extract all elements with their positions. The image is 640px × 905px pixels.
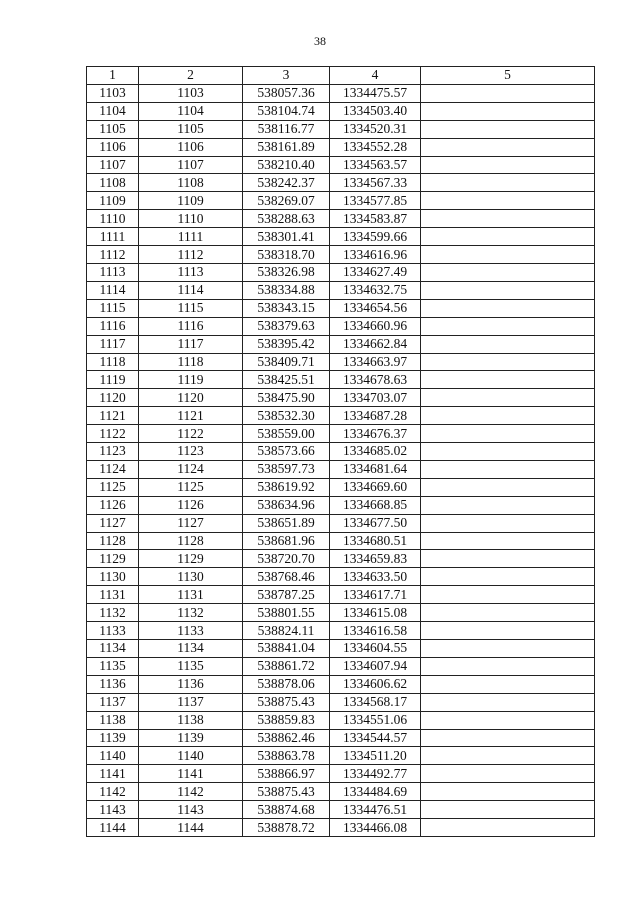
table-cell-col-4: 1334663.97 bbox=[330, 353, 421, 371]
table-cell-col-3: 538242.37 bbox=[243, 174, 330, 192]
table-cell-col-3: 538863.78 bbox=[243, 747, 330, 765]
table-cell-col-4: 1334552.28 bbox=[330, 138, 421, 156]
table-cell-col-5 bbox=[421, 640, 595, 658]
table-cell-col-1: 1122 bbox=[87, 425, 139, 443]
table-cell-col-5 bbox=[421, 102, 595, 120]
table-cell-col-3: 538409.71 bbox=[243, 353, 330, 371]
header-cell-1: 1 bbox=[87, 67, 139, 85]
table-cell-col-1: 1127 bbox=[87, 514, 139, 532]
table-cell-col-2: 1120 bbox=[139, 389, 243, 407]
table-cell-col-3: 538161.89 bbox=[243, 138, 330, 156]
table-cell-col-3: 538116.77 bbox=[243, 120, 330, 138]
table-row bbox=[87, 693, 595, 711]
table-cell-col-5 bbox=[421, 371, 595, 389]
table-cell-col-2: 1144 bbox=[139, 819, 243, 837]
table-row bbox=[87, 729, 595, 747]
table-cell-col-2: 1115 bbox=[139, 299, 243, 317]
table-cell-col-1: 1109 bbox=[87, 192, 139, 210]
table-cell-col-4: 1334616.58 bbox=[330, 622, 421, 640]
table-header bbox=[87, 67, 595, 85]
table-cell-col-1: 1131 bbox=[87, 586, 139, 604]
table-cell-col-2: 1131 bbox=[139, 586, 243, 604]
table-cell-col-5 bbox=[421, 407, 595, 425]
table-cell-col-2: 1121 bbox=[139, 407, 243, 425]
table-cell-col-3: 538875.43 bbox=[243, 783, 330, 801]
table-cell-col-5 bbox=[421, 281, 595, 299]
table-cell-col-2: 1138 bbox=[139, 711, 243, 729]
table-row bbox=[87, 156, 595, 174]
table-cell-col-4: 1334676.37 bbox=[330, 425, 421, 443]
table-cell-col-2: 1106 bbox=[139, 138, 243, 156]
table-row bbox=[87, 622, 595, 640]
table-cell-col-3: 538619.92 bbox=[243, 478, 330, 496]
table-cell-col-5 bbox=[421, 228, 595, 246]
table-cell-col-2: 1110 bbox=[139, 210, 243, 228]
table-cell-col-5 bbox=[421, 192, 595, 210]
table-cell-col-3: 538343.15 bbox=[243, 299, 330, 317]
table-row bbox=[87, 657, 595, 675]
table-cell-col-1: 1124 bbox=[87, 460, 139, 478]
table-row bbox=[87, 640, 595, 658]
table-cell-col-3: 538269.07 bbox=[243, 192, 330, 210]
table-row bbox=[87, 801, 595, 819]
table-cell-col-5 bbox=[421, 210, 595, 228]
table-cell-col-3: 538395.42 bbox=[243, 335, 330, 353]
table-cell-col-3: 538532.30 bbox=[243, 407, 330, 425]
table-row bbox=[87, 299, 595, 317]
table-cell-col-2: 1124 bbox=[139, 460, 243, 478]
table-cell-col-1: 1121 bbox=[87, 407, 139, 425]
table-cell-col-5 bbox=[421, 747, 595, 765]
table-cell-col-2: 1123 bbox=[139, 443, 243, 461]
table-cell-col-1: 1126 bbox=[87, 496, 139, 514]
table-cell-col-5 bbox=[421, 819, 595, 837]
table-cell-col-3: 538334.88 bbox=[243, 281, 330, 299]
table-cell-col-2: 1117 bbox=[139, 335, 243, 353]
table-cell-col-4: 1334476.51 bbox=[330, 801, 421, 819]
table-cell-col-1: 1125 bbox=[87, 478, 139, 496]
table-cell-col-5 bbox=[421, 263, 595, 281]
table-cell-col-4: 1334677.50 bbox=[330, 514, 421, 532]
table-cell-col-2: 1105 bbox=[139, 120, 243, 138]
table-cell-col-2: 1116 bbox=[139, 317, 243, 335]
table-cell-col-3: 538597.73 bbox=[243, 460, 330, 478]
table-cell-col-4: 1334475.57 bbox=[330, 84, 421, 102]
table-cell-col-2: 1111 bbox=[139, 228, 243, 246]
table-row bbox=[87, 496, 595, 514]
table-cell-col-4: 1334484.69 bbox=[330, 783, 421, 801]
table-row bbox=[87, 263, 595, 281]
table-cell-col-5 bbox=[421, 138, 595, 156]
table-cell-col-3: 538824.11 bbox=[243, 622, 330, 640]
table-cell-col-5 bbox=[421, 729, 595, 747]
table-cell-col-5 bbox=[421, 693, 595, 711]
table-cell-col-3: 538326.98 bbox=[243, 263, 330, 281]
table-cell-col-2: 1125 bbox=[139, 478, 243, 496]
table-cell-col-4: 1334606.62 bbox=[330, 675, 421, 693]
table-cell-col-3: 538878.72 bbox=[243, 819, 330, 837]
table-cell-col-4: 1334617.71 bbox=[330, 586, 421, 604]
table-row bbox=[87, 228, 595, 246]
table-cell-col-2: 1132 bbox=[139, 604, 243, 622]
table-cell-col-5 bbox=[421, 443, 595, 461]
table-cell-col-2: 1108 bbox=[139, 174, 243, 192]
table-row bbox=[87, 389, 595, 407]
header-cell-2: 2 bbox=[139, 67, 243, 85]
table-cell-col-3: 538866.97 bbox=[243, 765, 330, 783]
table-cell-col-5 bbox=[421, 783, 595, 801]
table-cell-col-1: 1106 bbox=[87, 138, 139, 156]
table-cell-col-3: 538573.66 bbox=[243, 443, 330, 461]
table-cell-col-4: 1334633.50 bbox=[330, 568, 421, 586]
table-cell-col-4: 1334599.66 bbox=[330, 228, 421, 246]
table-cell-col-2: 1129 bbox=[139, 550, 243, 568]
header-cell-4: 4 bbox=[330, 67, 421, 85]
table-cell-col-1: 1134 bbox=[87, 640, 139, 658]
table-row bbox=[87, 353, 595, 371]
table-cell-col-2: 1143 bbox=[139, 801, 243, 819]
table-row bbox=[87, 138, 595, 156]
table-cell-col-5 bbox=[421, 425, 595, 443]
table-row bbox=[87, 568, 595, 586]
table-cell-col-4: 1334685.02 bbox=[330, 443, 421, 461]
header-row bbox=[87, 67, 595, 85]
table-cell-col-2: 1141 bbox=[139, 765, 243, 783]
table-cell-col-3: 538720.70 bbox=[243, 550, 330, 568]
table-cell-col-1: 1138 bbox=[87, 711, 139, 729]
table-cell-col-3: 538425.51 bbox=[243, 371, 330, 389]
table-cell-col-5 bbox=[421, 335, 595, 353]
table-cell-col-1: 1112 bbox=[87, 246, 139, 264]
table-cell-col-2: 1130 bbox=[139, 568, 243, 586]
header-cell-3: 3 bbox=[243, 67, 330, 85]
table-cell-col-4: 1334659.83 bbox=[330, 550, 421, 568]
table-cell-col-1: 1120 bbox=[87, 389, 139, 407]
table-cell-col-4: 1334520.31 bbox=[330, 120, 421, 138]
table-cell-col-4: 1334654.56 bbox=[330, 299, 421, 317]
table-cell-col-1: 1114 bbox=[87, 281, 139, 299]
table-cell-col-2: 1140 bbox=[139, 747, 243, 765]
table-cell-col-5 bbox=[421, 801, 595, 819]
table-cell-col-2: 1142 bbox=[139, 783, 243, 801]
table-cell-col-1: 1135 bbox=[87, 657, 139, 675]
table-row bbox=[87, 711, 595, 729]
table-cell-col-1: 1132 bbox=[87, 604, 139, 622]
table-cell-col-1: 1139 bbox=[87, 729, 139, 747]
table-cell-col-3: 538862.46 bbox=[243, 729, 330, 747]
table-row bbox=[87, 586, 595, 604]
table-cell-col-3: 538651.89 bbox=[243, 514, 330, 532]
table-cell-col-3: 538787.25 bbox=[243, 586, 330, 604]
table-cell-col-4: 1334583.87 bbox=[330, 210, 421, 228]
table-cell-col-2: 1118 bbox=[139, 353, 243, 371]
table-cell-col-1: 1129 bbox=[87, 550, 139, 568]
table-cell-col-1: 1108 bbox=[87, 174, 139, 192]
table-cell-col-5 bbox=[421, 532, 595, 550]
table-row bbox=[87, 604, 595, 622]
table-cell-col-5 bbox=[421, 622, 595, 640]
table-cell-col-3: 538318.70 bbox=[243, 246, 330, 264]
table-cell-col-1: 1105 bbox=[87, 120, 139, 138]
table-cell-col-3: 538475.90 bbox=[243, 389, 330, 407]
table-cell-col-2: 1135 bbox=[139, 657, 243, 675]
table-cell-col-4: 1334668.85 bbox=[330, 496, 421, 514]
table-row bbox=[87, 460, 595, 478]
table-cell-col-2: 1109 bbox=[139, 192, 243, 210]
table-cell-col-1: 1140 bbox=[87, 747, 139, 765]
table-cell-col-1: 1136 bbox=[87, 675, 139, 693]
table-cell-col-1: 1141 bbox=[87, 765, 139, 783]
table-cell-col-4: 1334503.40 bbox=[330, 102, 421, 120]
table-cell-col-5 bbox=[421, 246, 595, 264]
table-cell-col-3: 538057.36 bbox=[243, 84, 330, 102]
table-cell-col-1: 1133 bbox=[87, 622, 139, 640]
table-cell-col-5 bbox=[421, 84, 595, 102]
table-row bbox=[87, 102, 595, 120]
table-cell-col-4: 1334568.17 bbox=[330, 693, 421, 711]
table-cell-col-2: 1137 bbox=[139, 693, 243, 711]
table-cell-col-5 bbox=[421, 174, 595, 192]
table-row bbox=[87, 210, 595, 228]
table-row bbox=[87, 819, 595, 837]
table-cell-col-4: 1334616.96 bbox=[330, 246, 421, 264]
table-cell-col-5 bbox=[421, 496, 595, 514]
table-cell-col-5 bbox=[421, 765, 595, 783]
table-cell-col-4: 1334669.60 bbox=[330, 478, 421, 496]
table-row bbox=[87, 747, 595, 765]
table-cell-col-4: 1334660.96 bbox=[330, 317, 421, 335]
table-cell-col-2: 1128 bbox=[139, 532, 243, 550]
table-cell-col-5 bbox=[421, 568, 595, 586]
table-cell-col-5 bbox=[421, 514, 595, 532]
table-cell-col-1: 1103 bbox=[87, 84, 139, 102]
table-cell-col-1: 1143 bbox=[87, 801, 139, 819]
table-cell-col-1: 1137 bbox=[87, 693, 139, 711]
table-cell-col-5 bbox=[421, 299, 595, 317]
table-cell-col-3: 538288.63 bbox=[243, 210, 330, 228]
table-cell-col-1: 1115 bbox=[87, 299, 139, 317]
table-cell-col-1: 1130 bbox=[87, 568, 139, 586]
table-cell-col-4: 1334563.57 bbox=[330, 156, 421, 174]
table-cell-col-4: 1334681.64 bbox=[330, 460, 421, 478]
table-cell-col-3: 538379.63 bbox=[243, 317, 330, 335]
table-row bbox=[87, 478, 595, 496]
table-cell-col-2: 1104 bbox=[139, 102, 243, 120]
table-row bbox=[87, 84, 595, 102]
table-cell-col-4: 1334511.20 bbox=[330, 747, 421, 765]
table-row bbox=[87, 765, 595, 783]
table-cell-col-4: 1334662.84 bbox=[330, 335, 421, 353]
table-cell-col-3: 538874.68 bbox=[243, 801, 330, 819]
table-cell-col-3: 538634.96 bbox=[243, 496, 330, 514]
table-cell-col-4: 1334544.57 bbox=[330, 729, 421, 747]
table-row bbox=[87, 407, 595, 425]
table-cell-col-5 bbox=[421, 675, 595, 693]
table-row bbox=[87, 783, 595, 801]
table-row bbox=[87, 532, 595, 550]
table-cell-col-2: 1103 bbox=[139, 84, 243, 102]
table-row bbox=[87, 174, 595, 192]
table-cell-col-5 bbox=[421, 460, 595, 478]
table-row bbox=[87, 246, 595, 264]
table-cell-col-5 bbox=[421, 156, 595, 174]
table-cell-col-4: 1334680.51 bbox=[330, 532, 421, 550]
table-cell-col-2: 1136 bbox=[139, 675, 243, 693]
table-cell-col-4: 1334627.49 bbox=[330, 263, 421, 281]
table-cell-col-5 bbox=[421, 478, 595, 496]
table-cell-col-4: 1334607.94 bbox=[330, 657, 421, 675]
header-cell-5: 5 bbox=[421, 67, 595, 85]
table-cell-col-4: 1334632.75 bbox=[330, 281, 421, 299]
table-body bbox=[87, 84, 595, 836]
table-cell-col-4: 1334703.07 bbox=[330, 389, 421, 407]
table-cell-col-5 bbox=[421, 711, 595, 729]
table-cell-col-5 bbox=[421, 604, 595, 622]
table-cell-col-3: 538861.72 bbox=[243, 657, 330, 675]
table-cell-col-2: 1127 bbox=[139, 514, 243, 532]
table-cell-col-4: 1334551.06 bbox=[330, 711, 421, 729]
table-cell-col-1: 1123 bbox=[87, 443, 139, 461]
table-cell-col-3: 538875.43 bbox=[243, 693, 330, 711]
table-cell-col-3: 538801.55 bbox=[243, 604, 330, 622]
table-row bbox=[87, 443, 595, 461]
table-cell-col-5 bbox=[421, 586, 595, 604]
table-cell-col-4: 1334577.85 bbox=[330, 192, 421, 210]
table-cell-col-2: 1134 bbox=[139, 640, 243, 658]
table-cell-col-3: 538768.46 bbox=[243, 568, 330, 586]
table-cell-col-3: 538859.83 bbox=[243, 711, 330, 729]
table-cell-col-5 bbox=[421, 353, 595, 371]
table-cell-col-3: 538841.04 bbox=[243, 640, 330, 658]
table-row bbox=[87, 514, 595, 532]
table-row bbox=[87, 192, 595, 210]
table-cell-col-4: 1334466.08 bbox=[330, 819, 421, 837]
table-row bbox=[87, 317, 595, 335]
table-row bbox=[87, 371, 595, 389]
table-cell-col-1: 1111 bbox=[87, 228, 139, 246]
table-cell-col-1: 1118 bbox=[87, 353, 139, 371]
table-cell-col-2: 1133 bbox=[139, 622, 243, 640]
table-cell-col-4: 1334604.55 bbox=[330, 640, 421, 658]
table-cell-col-3: 538301.41 bbox=[243, 228, 330, 246]
table-cell-col-1: 1128 bbox=[87, 532, 139, 550]
table-cell-col-1: 1113 bbox=[87, 263, 139, 281]
table-cell-col-5 bbox=[421, 657, 595, 675]
table-cell-col-1: 1117 bbox=[87, 335, 139, 353]
table-cell-col-4: 1334687.28 bbox=[330, 407, 421, 425]
table-cell-col-4: 1334492.77 bbox=[330, 765, 421, 783]
table-row bbox=[87, 335, 595, 353]
table-cell-col-1: 1107 bbox=[87, 156, 139, 174]
table-cell-col-1: 1104 bbox=[87, 102, 139, 120]
page-number: 38 bbox=[314, 34, 326, 48]
table-cell-col-3: 538210.40 bbox=[243, 156, 330, 174]
table-row bbox=[87, 281, 595, 299]
table-cell-col-4: 1334615.08 bbox=[330, 604, 421, 622]
table-cell-col-1: 1142 bbox=[87, 783, 139, 801]
table-cell-col-1: 1110 bbox=[87, 210, 139, 228]
table-cell-col-3: 538878.06 bbox=[243, 675, 330, 693]
table-cell-col-2: 1107 bbox=[139, 156, 243, 174]
table-cell-col-3: 538681.96 bbox=[243, 532, 330, 550]
table-cell-col-2: 1113 bbox=[139, 263, 243, 281]
table-cell-col-5 bbox=[421, 120, 595, 138]
table-cell-col-1: 1116 bbox=[87, 317, 139, 335]
table-cell-col-5 bbox=[421, 389, 595, 407]
table-cell-col-4: 1334567.33 bbox=[330, 174, 421, 192]
table-cell-col-5 bbox=[421, 550, 595, 568]
table-cell-col-3: 538104.74 bbox=[243, 102, 330, 120]
table-cell-col-4: 1334678.63 bbox=[330, 371, 421, 389]
table-cell-col-2: 1112 bbox=[139, 246, 243, 264]
table-row bbox=[87, 550, 595, 568]
table-cell-col-1: 1119 bbox=[87, 371, 139, 389]
table-cell-col-1: 1144 bbox=[87, 819, 139, 837]
table-row bbox=[87, 120, 595, 138]
table-cell-col-2: 1114 bbox=[139, 281, 243, 299]
table-cell-col-2: 1139 bbox=[139, 729, 243, 747]
table-cell-col-5 bbox=[421, 317, 595, 335]
table-row bbox=[87, 675, 595, 693]
table-cell-col-2: 1126 bbox=[139, 496, 243, 514]
table-cell-col-3: 538559.00 bbox=[243, 425, 330, 443]
table-cell-col-2: 1122 bbox=[139, 425, 243, 443]
table-row bbox=[87, 425, 595, 443]
table-cell-col-2: 1119 bbox=[139, 371, 243, 389]
coordinates-table bbox=[86, 66, 595, 837]
